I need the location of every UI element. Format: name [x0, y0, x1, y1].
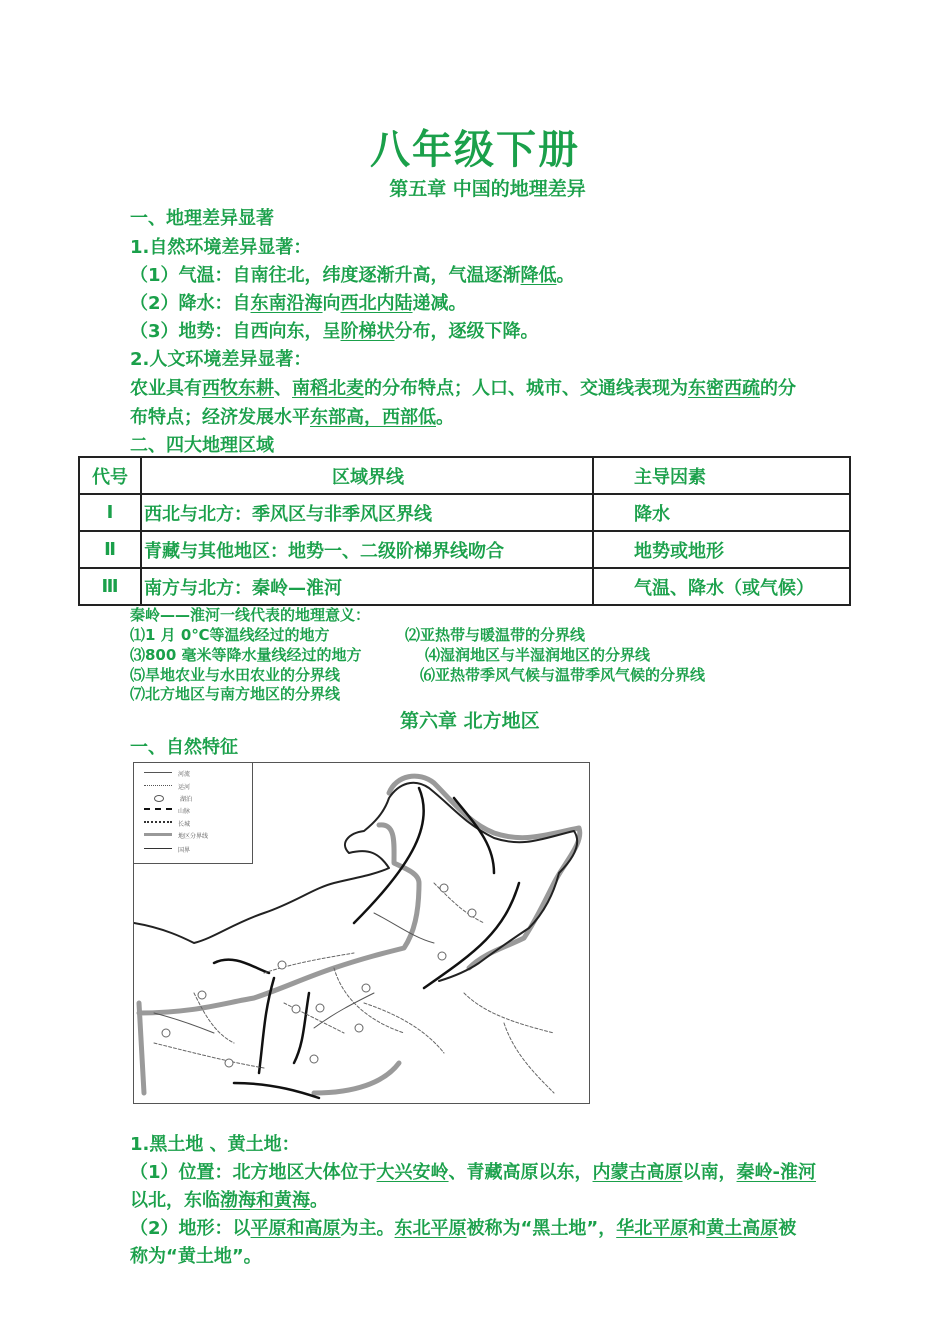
text: （2）降水：自	[130, 293, 251, 314]
underlined-term: 阶梯状	[340, 321, 395, 342]
table-header-row	[79, 457, 850, 494]
cell-factor: 气温、降水（或气候）	[593, 568, 850, 605]
cell-factor: 地势或地形	[593, 531, 850, 568]
text: 农业具有	[130, 378, 202, 399]
underlined-term: 南稻北麦	[292, 378, 364, 399]
cell-boundary: 南方与北方：秦岭—淮河	[141, 568, 593, 605]
mountain-icon	[144, 808, 172, 813]
cell-factor: 降水	[593, 494, 850, 531]
legend-label: 地区分界线	[178, 833, 209, 840]
text: 递减。	[412, 293, 467, 314]
text: （2）地形：以	[130, 1218, 251, 1239]
underlined-term: 降低	[520, 265, 557, 286]
significance-item: ⑴1 月 0℃等温线经过的地方	[130, 626, 330, 644]
cell-code: Ⅰ	[79, 494, 141, 531]
map-legend	[134, 763, 253, 864]
text: 和	[688, 1218, 707, 1239]
underlined-term: 东南沿海	[250, 293, 323, 314]
underlined-term: 黄土高原	[706, 1218, 779, 1239]
lake-icon	[154, 795, 164, 802]
header-boundary: 区域界线	[141, 457, 593, 494]
significance-item: ⑸旱地农业与水田农业的分界线	[130, 666, 341, 684]
legend-lake	[144, 794, 192, 803]
significance-item: ⑷湿润地区与半湿润地区的分界线	[425, 646, 651, 664]
header-code: 代号	[79, 457, 141, 494]
underlined-term: 华北平原	[616, 1218, 689, 1239]
text: 为主。	[340, 1218, 395, 1239]
cell-boundary: 西北与北方：季风区与非季风区界线	[141, 494, 593, 531]
text: 被	[778, 1218, 797, 1239]
cell-boundary: 青藏与其他地区：地势一、二级阶梯界线吻合	[141, 531, 593, 568]
sub1-heading-soil: 1.黑土地 、黄土地：	[130, 1134, 300, 1155]
section2-heading: 二、四大地理区域	[130, 435, 274, 456]
text: 向	[322, 293, 341, 314]
significance-item: ⑺北方地区与南方地区的分界线	[130, 685, 341, 703]
terrain-line	[130, 317, 539, 343]
terrain-line-1	[130, 1214, 796, 1240]
text: 以南，	[682, 1162, 737, 1183]
human-env-line-1	[130, 374, 796, 400]
sub1-heading: 1.自然环境差异显著：	[130, 237, 312, 258]
ch6-section1-heading: 一、自然特征	[130, 737, 238, 758]
underlined-term: 大兴安岭	[376, 1162, 449, 1183]
text: 。	[310, 1190, 328, 1211]
section1-heading: 一、地理差异显著	[130, 208, 274, 229]
great-wall-icon	[144, 821, 172, 826]
table-row	[79, 531, 850, 568]
underlined-term: 西牧东耕	[202, 378, 274, 399]
underlined-term: 东密西疏	[688, 378, 760, 399]
canal-icon	[144, 785, 172, 789]
significance-heading: 秦岭——淮河一线代表的地理意义：	[130, 606, 371, 624]
underlined-term: 东北平原	[394, 1218, 467, 1239]
text: 的分布特点；人口、城市、交通线表现为	[364, 378, 688, 399]
river-icon	[144, 772, 172, 776]
table-row	[79, 568, 850, 605]
text: 。	[556, 265, 575, 286]
cell-code: Ⅲ	[79, 568, 141, 605]
legend-national-border	[144, 845, 190, 854]
legend-label: 运河	[178, 784, 191, 791]
legend-mountain	[144, 806, 190, 815]
significance-item: ⑹亚热带季风气候与温带季风气候的分界线	[420, 666, 706, 684]
chapter6-heading: 第六章 北方地区	[400, 710, 540, 732]
cell-code: Ⅱ	[79, 531, 141, 568]
underlined-term: 秦岭-淮河	[736, 1162, 817, 1183]
region-boundary-icon	[144, 833, 172, 839]
legend-label: 山脉	[178, 808, 191, 815]
temperature-line	[130, 261, 575, 287]
text: （3）地势：自西向东，呈	[130, 321, 341, 342]
human-env-line-2	[130, 403, 454, 429]
underlined-term: 渤海和黄海	[220, 1190, 310, 1211]
text: 。	[436, 407, 454, 428]
national-border-icon	[144, 848, 172, 852]
underlined-term: 东部高，西部低	[310, 407, 436, 428]
legend-river	[144, 769, 190, 778]
precipitation-line	[130, 289, 467, 315]
legend-great-wall	[144, 819, 190, 828]
legend-label: 长城	[178, 821, 191, 828]
legend-label: 湖泊	[180, 796, 193, 803]
significance-item: ⑵亚热带与暖温带的分界线	[405, 626, 586, 644]
text: （1）气温：自南往北，纬度逐渐升高，气温逐渐	[130, 265, 521, 286]
underlined-term: 内蒙古高原	[592, 1162, 683, 1183]
legend-canal	[144, 782, 190, 791]
page-title: 八年级下册	[370, 127, 580, 173]
text: 分布，逐级下降。	[394, 321, 539, 342]
north-region-map	[133, 762, 590, 1104]
text: 的分	[760, 378, 796, 399]
text: 以北，东临	[130, 1190, 220, 1211]
underlined-term: 平原和高原	[250, 1218, 341, 1239]
table-row	[79, 494, 850, 531]
sub2-heading: 2.人文环境差异显著：	[130, 349, 312, 370]
legend-label: 河流	[178, 771, 191, 778]
location-line-1	[130, 1158, 816, 1184]
text: 、青藏高原以东，	[448, 1162, 593, 1183]
chapter5-heading: 第五章 中国的地理差异	[389, 178, 586, 200]
text: （1）位置：北方地区大体位于	[130, 1162, 377, 1183]
terrain-line-2: 称为“黄土地”。	[130, 1246, 262, 1267]
legend-label: 国界	[178, 847, 191, 854]
header-factor: 主导因素	[593, 457, 850, 494]
underlined-term: 西北内陆	[340, 293, 413, 314]
text: 、	[274, 378, 292, 399]
regions-table	[78, 456, 851, 606]
significance-item: ⑶800 毫米等降水量线经过的地方	[130, 646, 362, 664]
location-line-2	[130, 1186, 328, 1212]
text: 被称为“黑土地”，	[466, 1218, 617, 1239]
legend-region-boundary	[144, 831, 208, 840]
text: 布特点；经济发展水平	[130, 407, 310, 428]
